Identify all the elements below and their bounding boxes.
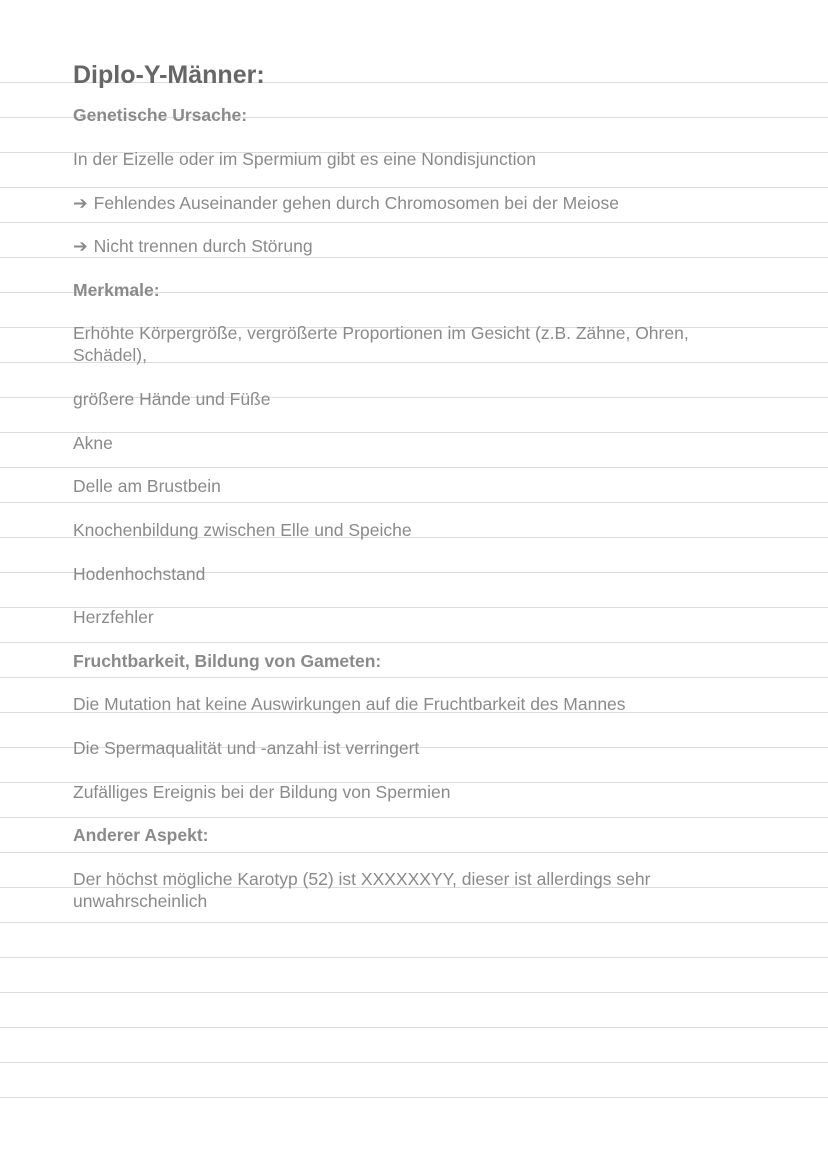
cause-arrow-line (73, 235, 753, 257)
ruled-line (0, 257, 828, 258)
cause-arrow-line (73, 192, 753, 214)
ruled-line (0, 1062, 828, 1063)
ruled-line (0, 502, 828, 503)
ruled-line (0, 957, 828, 958)
ruled-line (0, 677, 828, 678)
trait-item: Erhöhte Körpergröße, vergrößerte Proportionen im Gesicht (z.B. Zähne, Ohren, Schädel), (73, 323, 694, 365)
ruled-line (0, 187, 828, 188)
fertility-item: Zufälliges Ereignis bei der Bildung von Spermien (73, 782, 451, 802)
section-heading-cause: Genetische Ursache: (73, 105, 248, 125)
other-item: Der höchst mögliche Karotyp (52) ist XXXXXXYY, dieser ist allerdings sehr unwahrscheinlich (73, 869, 656, 911)
ruled-line (0, 922, 828, 923)
trait-item: Delle am Brustbein (73, 476, 221, 496)
trait-item: Knochenbildung zwischen Elle und Speiche (73, 520, 412, 540)
trait-item: größere Hände und Füße (73, 389, 271, 409)
trait-item: Hodenhochstand (73, 564, 206, 584)
arrow-right-icon: ➔ (73, 193, 88, 213)
fertility-item: Die Spermaqualität und -anzahl ist verringert (73, 738, 420, 758)
cause-line: In der Eizelle oder im Spermium gibt es eine Nondisjunction (73, 149, 537, 169)
ruled-line (0, 222, 828, 223)
ruled-line (0, 467, 828, 468)
ruled-line (0, 992, 828, 993)
ruled-line (0, 852, 828, 853)
section-heading-fertility: Fruchtbarkeit, Bildung von Gameten: (73, 651, 382, 671)
fertility-item: Die Mutation hat keine Auswirkungen auf die Fruchtbarkeit des Mannes (73, 694, 626, 714)
trait-item: Akne (73, 433, 113, 453)
cause-line-text: Nicht trennen durch Störung (93, 236, 313, 256)
ruled-line (0, 642, 828, 643)
section-heading-other: Anderer Aspekt: (73, 825, 209, 845)
ruled-line (0, 1027, 828, 1028)
page-title: Diplo-Y-Männer: (73, 61, 265, 89)
section-heading-traits: Merkmale: (73, 280, 160, 300)
ruled-line (0, 817, 828, 818)
ruled-line (0, 1097, 828, 1098)
arrow-right-icon: ➔ (73, 236, 88, 256)
cause-line-text: Fehlendes Auseinander gehen durch Chromosomen bei der Meiose (93, 193, 619, 213)
trait-item: Herzfehler (73, 607, 154, 627)
